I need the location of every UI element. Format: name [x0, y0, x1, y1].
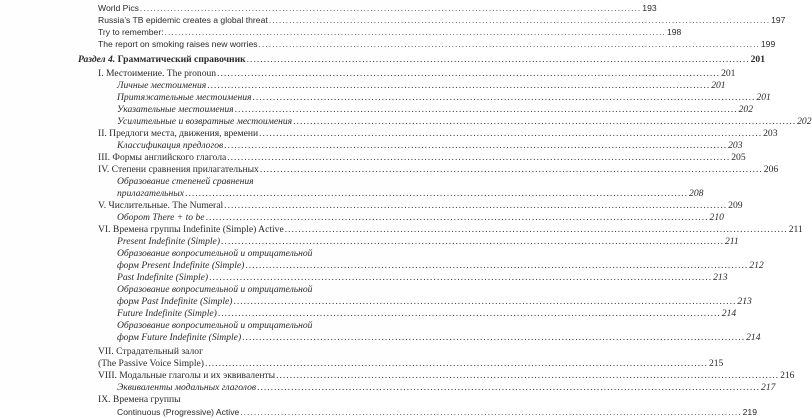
toc-entry	[98, 14, 786, 26]
toc-dot-leader: ....................................................................................................................................................	[284, 224, 788, 235]
toc-page-number: 212	[749, 260, 764, 271]
toc-entry	[117, 406, 757, 418]
toc-entry-title: Future Indefinite (Simple)	[117, 308, 217, 319]
toc-entry	[117, 140, 743, 152]
toc-page-number: 213	[737, 296, 752, 307]
toc-entry-title: Усилительные и возвратные местоимения	[117, 116, 293, 127]
toc-entry-title: Личные местоимения	[117, 80, 207, 91]
toc-entry-title: IX. Времена группы	[98, 394, 181, 405]
toc-dot-leader: ....................................................................................................................................................	[233, 296, 737, 307]
toc-dot-leader: ....................................................................................................................................................	[185, 188, 689, 199]
toc-page-number: 214	[721, 308, 737, 319]
toc-page-number: 201	[711, 80, 726, 91]
toc-entry	[117, 80, 726, 92]
toc-entry-title: Классификация предлогов	[117, 140, 224, 151]
toc-dot-leader: ....................................................................................................................................................	[259, 128, 763, 139]
toc-page-number: 219	[742, 407, 757, 417]
toc-entry-title: V. Числительные. The Numeral	[98, 200, 224, 211]
toc-page-number: 203	[763, 128, 778, 139]
toc-entry	[117, 188, 704, 200]
toc-entry-title: форм Future Indefinite (Simple)	[117, 332, 242, 343]
toc-entry-title: форм Past Indefinite (Simple)	[117, 296, 233, 307]
toc-dot-leader: ....................................................................................................................................................	[252, 92, 756, 103]
toc-page-number: 213	[713, 272, 728, 283]
toc-page-number: 211	[788, 224, 803, 235]
toc-entry-title: I. Местоимение. The pronoun	[98, 68, 217, 79]
toc-entry-title: VIII. Модальные глаголы и их эквиваленты	[98, 370, 276, 381]
toc-entry-title: IV. Степени сравнения прилагательных	[98, 164, 259, 175]
toc-entry-title: (The Passive Voice Simple)	[98, 358, 204, 369]
toc-entry	[117, 212, 724, 224]
toc-page-number: 215	[708, 358, 724, 369]
toc-entry-title: World Pics	[98, 3, 139, 13]
toc-page-number: 206	[763, 164, 779, 175]
toc-dot-leader: ....................................................................................................................................................	[164, 27, 666, 37]
toc-dot-leader: ....................................................................................................................................................	[204, 358, 708, 369]
toc-dot-leader: ....................................................................................................................................................	[224, 140, 728, 151]
toc-dot-leader: ....................................................................................................................................................	[293, 116, 797, 127]
toc-page-number: 193	[642, 3, 657, 13]
toc-entry	[117, 332, 761, 344]
toc-entry-title: II. Предлоги места, движения, времени	[98, 128, 259, 139]
toc-entry-title: прилагательных	[117, 188, 185, 199]
toc-dot-leader: ....................................................................................................................................................	[217, 308, 721, 319]
toc-entry-title: Притяжательные местоимения	[117, 92, 252, 103]
toc-dot-leader: ....................................................................................................................................................	[221, 236, 724, 247]
toc-entry-title: Раздел 4. Грамматический справочник	[78, 54, 246, 65]
toc-entry	[117, 284, 317, 296]
toc-entry	[98, 38, 776, 50]
toc-entry	[98, 358, 724, 370]
toc-page-number: 208	[689, 188, 704, 199]
toc-dot-leader: ....................................................................................................................................................	[227, 152, 731, 163]
toc-dot-leader: ....................................................................................................................................................	[259, 164, 763, 175]
toc-entry	[98, 68, 736, 80]
toc-entry	[117, 260, 764, 272]
toc-entry-title: Образование вопросительной и отрицательной	[117, 320, 313, 331]
toc-dot-leader: ....................................................................................................................................................	[242, 332, 746, 343]
toc-dot-leader: ....................................................................................................................................................	[217, 68, 721, 79]
toc-entry	[117, 248, 317, 260]
toc-page-number: 201	[750, 54, 765, 65]
toc-page-number: 210	[709, 212, 724, 223]
toc-entry-title: VII. Страдательный залог	[98, 346, 204, 357]
toc-entry	[117, 176, 317, 188]
toc-page-number: 198	[666, 27, 682, 37]
toc-entry-title: III. Формы английского глагола	[98, 152, 227, 163]
toc-entry	[98, 164, 779, 176]
toc-dot-leader: ....................................................................................................................................................	[209, 272, 713, 283]
toc-dot-leader: ....................................................................................................................................................	[240, 407, 742, 417]
toc-entry-title: Past Indefinite (Simple)	[117, 272, 209, 283]
toc-dot-leader: ....................................................................................................................................................	[205, 212, 709, 223]
toc-page-number: 202	[797, 116, 812, 127]
toc-entry-title: Образование вопросительной и отрицательной	[117, 248, 313, 259]
toc-entry	[98, 152, 746, 164]
toc-page-number: 205	[731, 152, 746, 163]
toc-dot-leader: ....................................................................................................................................................	[207, 80, 711, 91]
toc-entry-title: Указательные местоимения	[117, 104, 234, 115]
toc-page-number: 214	[746, 332, 761, 343]
toc-entry-title: Present Indefinite (Simple)	[117, 236, 221, 247]
toc-entry	[78, 54, 765, 66]
toc-entry	[117, 116, 812, 128]
toc-entry	[98, 224, 803, 236]
toc-entry-title: Оборот There + to be	[117, 212, 205, 223]
toc-entry	[98, 370, 795, 382]
toc-entry-title: Continuous (Progressive) Active	[117, 407, 240, 417]
toc-page-number: 199	[760, 39, 776, 49]
toc-entry	[98, 2, 657, 14]
toc-entry-title: Образование вопросительной и отрицательной	[117, 284, 313, 295]
toc-page-number: 197	[771, 15, 786, 25]
toc-dot-leader: ....................................................................................................................................................	[257, 382, 761, 393]
toc-entry	[117, 308, 737, 320]
toc-dot-leader: ....................................................................................................................................................	[139, 3, 642, 13]
toc-page-number: 211	[724, 236, 739, 247]
toc-dot-leader: ....................................................................................................................................................	[246, 54, 750, 65]
toc-entry	[117, 236, 739, 248]
toc-page-number: 202	[738, 104, 754, 115]
toc-page-number: 201	[756, 92, 771, 103]
toc-entry	[117, 382, 776, 394]
toc-dot-leader: ....................................................................................................................................................	[245, 260, 749, 271]
toc-entry-title: VI. Времена группы Indefinite (Simple) Active	[98, 224, 284, 235]
toc-page-number: 209	[728, 200, 743, 211]
toc-entry	[98, 346, 317, 358]
toc-entry	[117, 272, 728, 284]
toc-entry	[98, 128, 778, 140]
toc-entry	[98, 200, 743, 212]
toc-entry-title: The report on smoking raises new worries	[98, 39, 258, 49]
toc-entry	[117, 320, 317, 332]
toc-dot-leader: ....................................................................................................................................................	[234, 104, 738, 115]
toc-entry	[117, 296, 752, 308]
toc-page-number: 201	[721, 68, 736, 79]
toc-entry	[98, 26, 682, 38]
toc-entry	[117, 92, 771, 104]
toc-page-number: 217	[761, 382, 776, 393]
toc-entry-title: форм Present Indefinite (Simple)	[117, 260, 245, 271]
toc-entry-title: Эквиваленты модальных глаголов	[117, 382, 257, 393]
toc-entry-title: Russia’s TB epidemic creates a global threat	[98, 15, 268, 25]
toc-page-number: 216	[780, 370, 795, 381]
toc-dot-leader: ....................................................................................................................................................	[224, 200, 728, 211]
toc-dot-leader: ....................................................................................................................................................	[268, 15, 771, 25]
toc-page-number: 203	[728, 140, 743, 151]
toc-entry-title: Try to remember:	[98, 27, 164, 37]
toc-entry	[98, 394, 317, 406]
toc-dot-leader: ....................................................................................................................................................	[258, 39, 760, 49]
toc-entry	[117, 104, 754, 116]
toc-entry-title: Образование степеней сравнения	[117, 176, 254, 187]
toc-dot-leader: ....................................................................................................................................................	[276, 370, 780, 381]
